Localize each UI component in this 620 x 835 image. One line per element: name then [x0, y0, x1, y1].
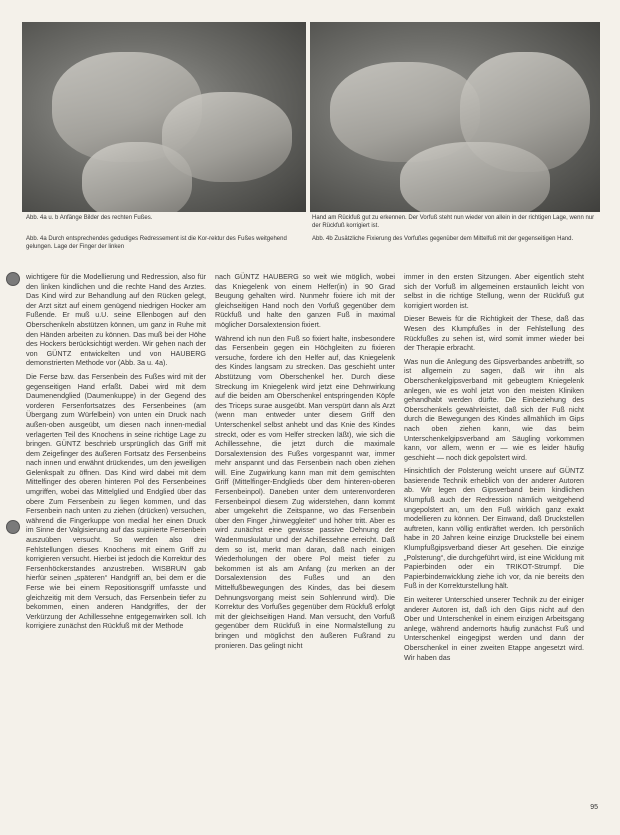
- paragraph: Ein weiterer Unterschied unserer Technik zu der einiger anderer Autoren ist, daß ich den Gips nicht auf den Ober und Unterschenkel in einem einzigen Arbeitsgang anlege, während andernorts häufig zunächst Fuß und Unterschenkel eingegipst werden und dann der Oberschenkel in einer zweiten Etappe angesetzt wird. Wir haben das: [404, 595, 584, 662]
- paragraph: Während ich nun den Fuß so fixiert halte, insbesondere das Fersenbein gegen ein Höchgleiten zu fixieren versuche, fordere ich den Helfer auf, das Kniegelenk des Kindes langsam zu strecken. Das geschieht unter Abstützung vom Oberschenkel her. Durch diese Streckung im Kniegelenk wird jetzt eine Dehnwirkung auf die beiden am Oberschenkel entspringenden Köpfe des Triceps surae ausgeübt. Man verspürt dann als Arzt (wenn man entweder unter diesem Griff den Unterschenkel selbst anhebt und das Knie des Kindes streckt, oder es vom Helfer strecken läßt), wie sich die Achillessehne, die jetzt durch die maximale Dorsalextension des Fußes vorgespannt war, immer mehr anspannt und das Fersenbein nach oben ziehen will. Eine Zugwirkung kann man mit dem gemischten Griff (Mittelfinger-Endglieds über dem hinteren-oberen Fersenbeinpol). Daneben unter dem unterenvorderen Fersenbeinpol diesem Zug widerstehen, dann kommt aber umgekehrt die Zeitspanne, wo das Fersenbein über den Finger „hinweggleitet“ und höher tritt. Aber es wird zunächst eine gewisse passive Dehnung der Wadenmuskulatur und der Achillessehne erreicht. Daß dem so ist, merkt man daran, daß nach einigen Wiederholungen der obere Pol meist tiefer zu bekommen ist als am Anfang (zu merken an der Dorsalextension des Fußes und an den Mittelfußbewegungen des Kindes, das bei diesem Dehnungsvorgang meist sein Sohlenrund wird). Die Korrektur des Vorfußes gegenüber dem Rückfuß erfolgt mit der gleichseitigen Hand. Man versucht, den Vorfuß gegenüber dem Rückfuß in eine Normalstellung zu bringen und möglichst den äußeren Fußrand zu pronieren. Das gelingt nicht: [215, 333, 395, 650]
- paragraph: Hinsichtlich der Polsterung weicht unsere auf GÜNTZ basierende Technik erheblich von der anderer Autoren ab. Wir legen den Gipsverband beim kindlichen Klumpfuß auch der Redression nämlich weitgehend ungepolstert an, um den Fuß wirklich ganz exakt modellieren zu können. Der Einwand, daß Druckstellen auftreten, kann völlig entkräftet werden. Ich persönlich habe in 20 Jahren keine einzige Druckstelle bei einem Klumpfußgipsverband dieser Art gesehen. Die einzige „Polsterung“, die durchgeführt wird, ist eine Wicklung mit Papierbinden oder ein TRIKOT-Strumpf. Die Papierbindenwicklung ziehe ich vor, da nie bereits den Fuß in der Korrekturstellung hält.: [404, 466, 584, 591]
- caption-left-line1: Abb. 4a u. b Anfänge Bilder des rechten Fußes.: [26, 215, 153, 221]
- paragraph: nach GÜNTZ HAUBERG so weit wie möglich, wobei das Kniegelenk von einem Helfer(in) in 90 Grad Beugung gehalten wird. Nunmehr fixiere ich mit der gleichseitigen Hand noch den Vorfuß gegenüber dem Rückfuß und halte den ganzen Fuß in maximal möglicher Dorsalextension fixiert.: [215, 272, 395, 329]
- text-column-1: [26, 272, 206, 635]
- text-column-3: [404, 272, 584, 666]
- caption-right-line2: Abb. 4b Zusätzliche Fixierung des Vorfußes gegenüber dem Mittelfuß mit der gegenseitigen Hand.: [312, 236, 574, 242]
- photo-right-foot-fixation: [310, 22, 600, 212]
- caption-left-line2: Abb. 4a Durch entsprechendes gedudiges Redressement ist die Kor-rektur des Fußes weitgehend gelungen. Lage der Finger der linken: [26, 236, 287, 250]
- paragraph: immer in den ersten Sitzungen. Aber eigentlich steht sich der Vorfuß im allgemeinen erstaunlich leicht von selbst in die richtige Stellung, wenn der Rückfuß gut korrigiert worden ist.: [404, 272, 584, 310]
- paragraph: Die Ferse bzw. das Fersenbein des Fußes wird mit der gegenseitigen Hand erfaßt. Dabei wird mit dem Daumenendglied (Daumenkuppe) in der Gegend des vorderen Fersenfortsatzes des Fersenbeines (am Übergang zum Würfelbein) von unten ein Druck nach außen-oben ausgeübt, um diesen nach innen-medial verlagerten Teil des Knochens in seine richtige Lage zu bringen. GÜNTZ beschrieb ursprünglich das Griff mit dem Zeigefinger des äußeren Fortsatz des Fersenbeins nach innen und erwähnt drückendes, um den jeweiligen Gelenkspalt zu öffnen. Das Kind wird dabei mit dem Mittelfinger des oberen hinteren Pol des Fersenbeines umgriffen, wobei das Mittelglied und Endglied über das obere Zum Fersenbein zu liegen kommen, und das Fersenbein nach unten zu ziehen (drücken) versuchen, während die Fingerkuppe von medial her einen Druck im Sinne der Valgisierung auf das supinierte Fersenbein auszuüben versucht. So werden also drei Fehlstellungen dieses Knochens mit einem Griff zu korrigieren versucht. Hierbei ist jedoch die Korrektur des Fersenhöckerstandes anzustreben. WISBRUN gab hierfür seinen „späteren“ Handgriff an, bei dem er die Ferse wie bei einem Repositionsgriff umfasste und gleichzeitig mit dem Versuch, das Fersenbein tiefer zu bekommen, einen anderen Handgriffes, der der Verkürzung der Achillessehne entgegenwirken soll. Ich korrigiere zunächst den Rückfuß mit der Methode: [26, 371, 206, 631]
- punch-hole-middle: [6, 520, 20, 534]
- paragraph: Was nun die Anlegung des Gipsverbandes anbetrifft, so ist allgemein zu sagen, daß wir ihn als Oberschenkelgipsverband mit gebeugtem Kniegelenk anlegen, wie es wohl jetzt von den meisten Kliniken gehandhabt werden dürfte. Die Einbeziehung des Oberschenkels gewährleistet, daß sich der Fuß nicht durch die Bewegungen des Kindes allmählich im Gips nach oben ziehen kann, wie das beim Unterschenkelgipsverband am Säugling vorkommen kann, vor allem, wenn er — wie es leider häufig geschieht — noch dick gepolstert wird.: [404, 356, 584, 462]
- paragraph: Dieser Beweis für die Richtigkeit der These, daß das Wesen des Klumpfußes in der Fehlstellung des Rückfußes zu sehen ist, wird somit immer wieder bei der Therapie erbracht.: [404, 314, 584, 353]
- page-number: 95: [590, 804, 598, 811]
- text-column-2: [215, 272, 395, 654]
- paragraph: wichtigere für die Modellierung und Redression, also für den linken kindlichen und die rechte Hand des Arztes. Das Kind wird zur Behandlung auf den Rücken gelegt, der Arzt sitzt auf einem genügend niedrigen Hocker am Fußende. Er muß u.U. seine Ellenbogen auf den Oberschenkeln abstützen können, um ganz in Ruhe mit den Händen arbeiten zu können. Das muß bei der Höhe des Hockers berücksichtigt werden. Wir gehen nach der von GÜNTZ entwickelten und von HAUBERG demonstrierten Methode vor (Abb. 3a u. 4a).: [26, 272, 206, 368]
- caption-right-line1: Hand am Rückfuß gut zu erkennen. Der Vorfuß steht nun wieder von allein in der richtigen Lage, wenn nur der Rückfuß korrigiert ist.: [312, 215, 595, 229]
- punch-hole-top: [6, 272, 20, 286]
- photo-left-foot-correction: [22, 22, 306, 212]
